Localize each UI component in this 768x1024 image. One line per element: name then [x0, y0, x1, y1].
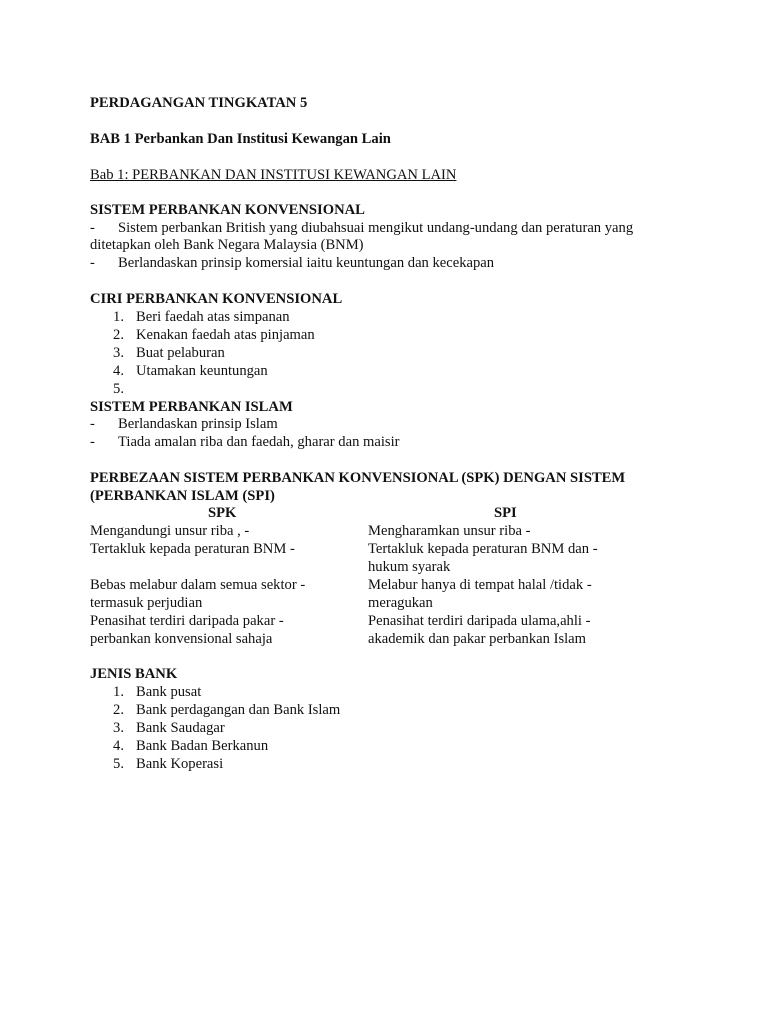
list-number: 2. [113, 327, 124, 343]
spi-cell-line: hukum syarak [368, 559, 451, 575]
list-item: Bank perdagangan dan Bank Islam [136, 702, 341, 718]
spk-cell-line: Tertakluk kepada peraturan BNM - [90, 541, 295, 557]
list-number: 2. [113, 702, 124, 718]
section-heading-ciri: CIRI PERBANKAN KONVENSIONAL [90, 291, 343, 307]
spk-cell-line: termasuk perjudian [90, 595, 203, 611]
bullet-dash: - [90, 434, 95, 450]
list-number: 4. [113, 738, 124, 754]
list-item: Bank Saudagar [136, 720, 225, 736]
spi-cell-line: Melabur hanya di tempat halal /tidak - [368, 577, 592, 593]
list-item: Utamakan keuntungan [136, 363, 268, 379]
konvensional-bullet-2: Berlandaskan prinsip komersial iaitu keuntungan dan kecekapan [118, 255, 495, 271]
list-item: Beri faedah atas simpanan [136, 309, 290, 325]
section-heading-konvensional: SISTEM PERBANKAN KONVENSIONAL [90, 202, 365, 218]
section-heading-islam: SISTEM PERBANKAN ISLAM [90, 399, 293, 415]
konvensional-bullet-1: Sistem perbankan British yang diubahsuai mengikut undang-undang dan peraturan yang [118, 220, 634, 236]
list-number: 3. [113, 720, 124, 736]
list-item: Bank Koperasi [136, 756, 224, 772]
spi-cell-line: Penasihat terdiri daripada ulama,ahli - [368, 613, 591, 629]
list-number: 4. [113, 363, 124, 379]
section-heading-jenis-bank: JENIS BANK [90, 666, 178, 682]
list-number: 5. [113, 756, 124, 772]
bullet-dash: - [90, 255, 95, 271]
section-heading-perbezaan: PERBEZAAN SISTEM PERBANKAN KONVENSIONAL (SPK) DENGAN SISTEM [90, 470, 626, 486]
column-header-spk: SPK [208, 505, 237, 521]
list-number: 5. [113, 381, 124, 397]
list-number: 1. [113, 309, 124, 325]
document-title: PERDAGANGAN TINGKATAN 5 [90, 95, 308, 111]
bullet-dash: - [90, 220, 95, 236]
spk-cell-line: Bebas melabur dalam semua sektor - [90, 577, 306, 593]
spi-cell-line: meragukan [368, 595, 433, 611]
bullet-dash: - [90, 416, 95, 432]
islam-bullet-2: Tiada amalan riba dan faedah, gharar dan maisir [118, 434, 400, 450]
list-item: Kenakan faedah atas pinjaman [136, 327, 315, 343]
chapter-subtitle: Bab 1: PERBANKAN DAN INSTITUSI KEWANGAN LAIN [90, 167, 457, 183]
konvensional-bullet-1-cont: ditetapkan oleh Bank Negara Malaysia (BNM) [90, 237, 364, 253]
list-item: Bank Badan Berkanun [136, 738, 269, 754]
spk-cell-line: perbankan konvensional sahaja [90, 631, 273, 647]
list-item: Bank pusat [136, 684, 202, 700]
islam-bullet-1: Berlandaskan prinsip Islam [118, 416, 278, 432]
spi-cell-line: Mengharamkan unsur riba - [368, 523, 531, 539]
spk-cell-line: Mengandungi unsur riba , - [90, 523, 250, 539]
list-number: 3. [113, 345, 124, 361]
column-header-spi: SPI [494, 505, 517, 521]
list-number: 1. [113, 684, 124, 700]
section-heading-perbezaan-cont: (PERBANKAN ISLAM (SPI) [90, 488, 275, 504]
list-item: Buat pelaburan [136, 345, 225, 361]
spi-cell-line: akademik dan pakar perbankan Islam [368, 631, 587, 647]
spk-cell-line: Penasihat terdiri daripada pakar - [90, 613, 284, 629]
chapter-heading: BAB 1 Perbankan Dan Institusi Kewangan Lain [90, 131, 391, 147]
spi-cell-line: Tertakluk kepada peraturan BNM dan - [368, 541, 598, 557]
